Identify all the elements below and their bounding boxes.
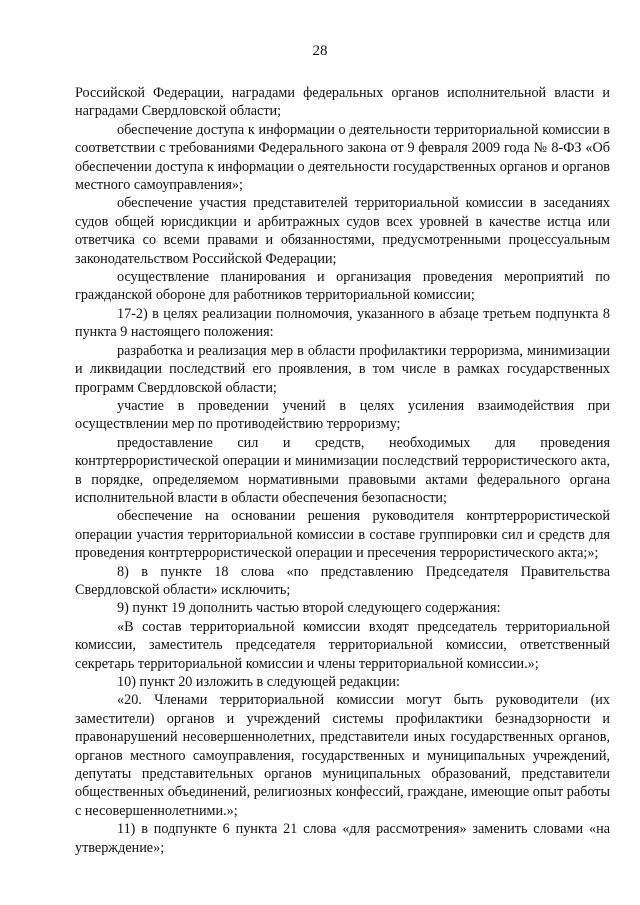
- paragraph: обеспечение на основании решения руководителя контртеррористической операции участия территориальной комиссии в составе группировки сил и средств для проведения контртеррористической операции и пресечения террористического акта;»;: [75, 508, 610, 562]
- paragraph: «В состав территориальной комиссии входят председатель территориальной комиссии, заместитель председателя территориальной комиссии, ответственный секретарь территориальной комиссии и члены территориальной комиссии.»;: [75, 618, 610, 672]
- paragraph: Российской Федерации, наградами федеральных органов исполнительной власти и наградами Свердловской области;: [75, 85, 610, 120]
- paragraph: 11) в подпункте 6 пункта 21 слова «для рассмотрения» заменить словами «на утверждение»;: [75, 821, 610, 856]
- page-number: 28: [312, 43, 328, 59]
- paragraph: осуществление планирования и организация проведения мероприятий по гражданской обороне для работников территориальной комиссии;: [75, 269, 610, 304]
- paragraph: обеспечение участия представителей территориальной комиссии в заседаниях судов общей юрисдикции и арбитражных судов всех уровней в качестве истца или ответчика со всеми правами и обязанностями, предусмотренными процессуальным законодательством Российской Федерации;: [75, 195, 610, 267]
- paragraph: 9) пункт 19 дополнить частью второй следующего содержания:: [117, 600, 501, 617]
- paragraph: обеспечение доступа к информации о деятельности территориальной комиссии в соответствии с требованиями Федерального закона от 9 февраля 2009 года № 8-ФЗ «Об обеспечении доступа к информации о деятельности государственных органов и органов местного самоуправления»;: [75, 121, 610, 194]
- paragraph: предоставление сил и средств, необходимых для проведения контртеррористической операции и минимизации последствий террористического акта, в порядке, определяемом нормативными правовыми актами федерального органа исполнительной власти в области обеспечения безопасности;: [75, 434, 610, 506]
- paragraph: участие в проведении учений в целях усиления взаимодействия при осуществлении мер по противодействию терроризму;: [75, 397, 610, 433]
- paragraph: 10) пункт 20 изложить в следующей редакции:: [117, 674, 400, 690]
- paragraph: разработка и реализация мер в области профилактики терроризма, минимизации и ликвидации последствий его проявления, в том числе в рамках государственных программ Свердловской области;: [75, 342, 610, 396]
- document-body: [75, 84, 610, 857]
- paragraph: «20. Членами территориальной комиссии могут быть руководители (их заместители) органов и учреждений системы профилактики безнадзорности и правонарушений несовершеннолетних, представители иных государственных органов, органов местного самоуправления, государственных и муниципальных учреждений, депутаты представительных органов муниципальных образований, представители общественных объединений, религиозных конфессий, граждане, имеющие опыт работы с несовершеннолетними.»;: [75, 692, 610, 819]
- paragraph: 17-2) в целях реализации полномочия, указанного в абзаце третьем подпункта 8 пункта 9 настоящего положения:: [75, 305, 610, 341]
- paragraph: 8) в пункте 18 слова «по представлению Председателя Правительства Свердловской области» исключить;: [75, 563, 610, 598]
